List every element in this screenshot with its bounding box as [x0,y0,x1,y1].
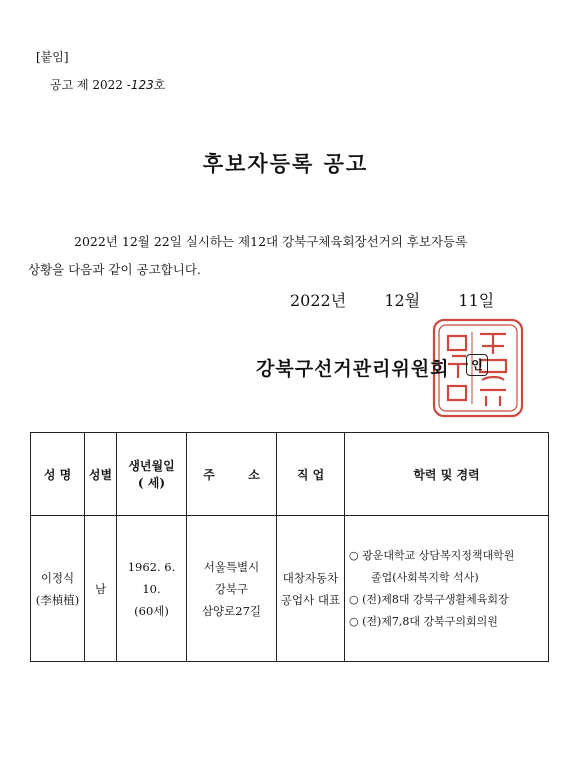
notice-number-prefix: 공고 제 2022 - [50,78,131,92]
header-birth-line-1: 생년월일 [128,459,175,473]
notice-number-suffix: 호 [153,78,166,92]
header-birth [117,433,187,516]
history-item: ○ 광운대학교 상담복지정책대학원 [349,548,515,562]
notice-body-line-1: 2022년 12월 22일 실시하는 제12대 강북구체육회장선거의 후보자등록 [74,234,468,249]
date-month: 12월 [384,291,421,310]
notice-body [28,228,548,284]
history-item-continued: 졸업(사회복지학 석사) [371,570,479,584]
notice-number-handwritten: 123 [130,78,154,92]
notice-body-line-2: 상황을 다음과 같이 공고합니다. [28,262,201,277]
cell-gender: 남 [85,516,117,662]
header-address: 주 소 [187,433,277,516]
cell-address [187,516,277,662]
candidate-name: 이정식 [40,570,75,585]
address-line-2: 강북구 [214,581,249,596]
table-row [31,516,549,662]
header-name: 성 명 [31,433,85,516]
history-item: ○ (전)제7,8대 강북구의회의원 [349,614,498,628]
header-history: 학력 및 경력 [345,433,549,516]
cell-name [31,516,85,662]
header-gender: 성별 [85,433,117,516]
seal-mark: 인 [466,354,488,376]
birth-date: 1962. 6. 10. [127,559,176,596]
history-item: ○ (전)제8대 강북구생활체육회장 [349,592,509,606]
notice-date [290,288,494,311]
attachment-label: [붙임] [36,50,69,64]
candidate-table [30,432,549,662]
occupation-line-2: 공업사 대표 [280,592,341,607]
committee-name: 강북구선거관리위원회 [256,358,450,380]
cell-occupation [277,516,345,662]
header-occupation: 직 업 [277,433,345,516]
cell-birth [117,516,187,662]
notice-number [50,76,165,93]
header-birth-line-2: ( 세) [137,476,166,490]
page-title: 후보자등록 공고 [202,151,369,176]
address-line-3: 삼양로27길 [201,603,262,618]
age: (60세) [134,603,169,618]
candidate-name-hanja: (李楨植) [35,592,80,607]
date-day: 11일 [458,291,495,310]
cell-history [345,516,549,662]
table-header-row [31,433,549,516]
occupation-line-1: 대창자동차 [282,570,339,585]
date-year: 2022년 [290,291,347,310]
address-line-1: 서울특별시 [203,559,260,574]
